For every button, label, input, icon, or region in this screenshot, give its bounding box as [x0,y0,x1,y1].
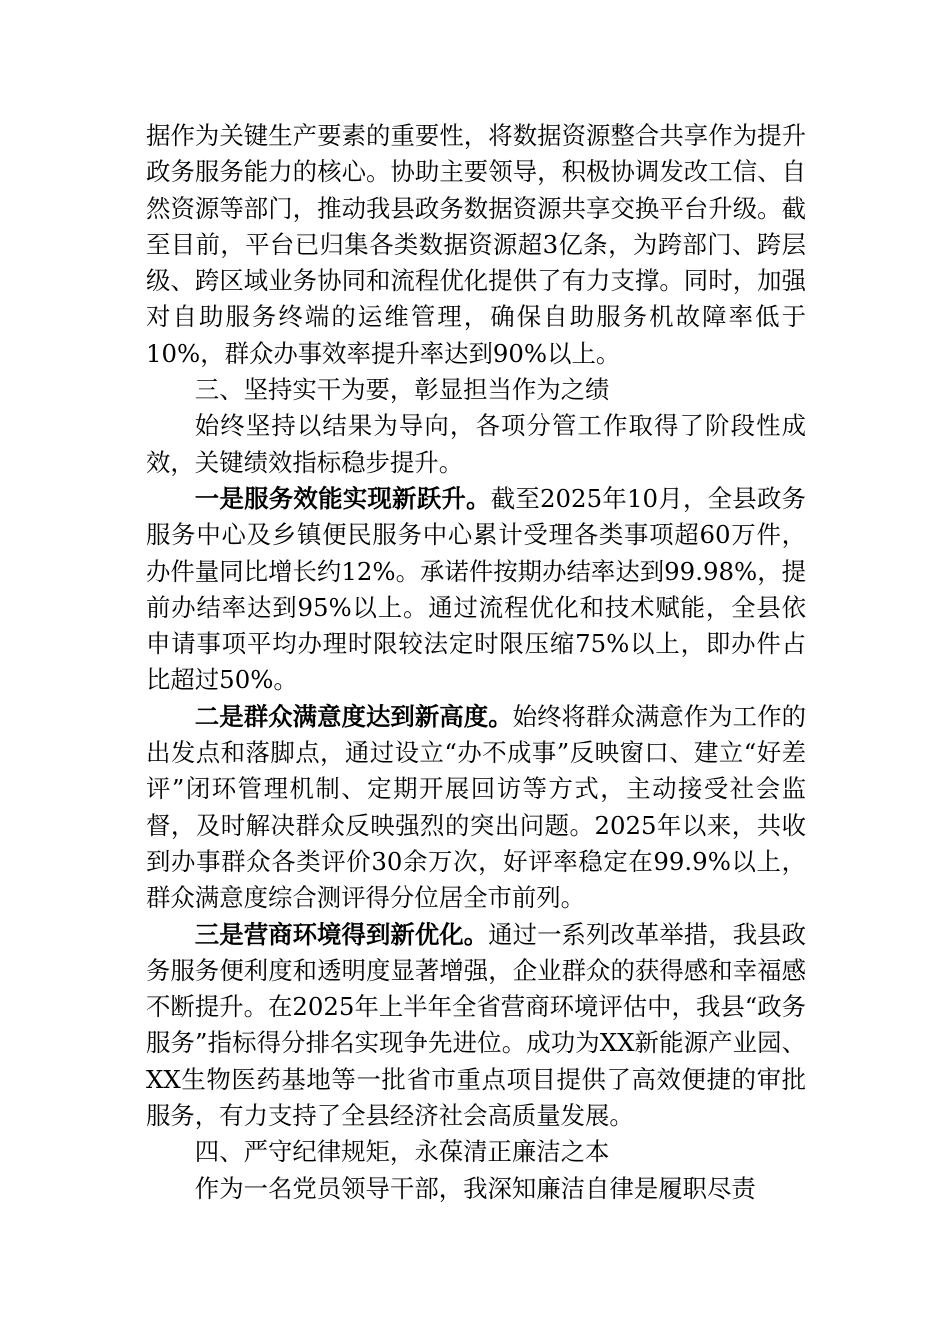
achievement-item-2 [146,699,806,917]
item-lead-3: 三是营商环境得到新优化。 [194,919,489,949]
achievement-item-3 [146,917,806,1135]
item-body-3: 通过一系列改革举措，我县政务服务便利度和透明度显著增强，企业群众的获得感和幸福感不断提升。在2025年上半年全省营商环境评估中，我县“政务服务”指标得分排名实现争先进位。成功为XX新能源产业园、XX生物医药基地等一批省市重点项目提供了高效便捷的审批服务，有力支持了全县经济社会高质量发展。 [146,919,806,1131]
item-body-2: 始终将群众满意作为工作的出发点和落脚点，通过设立“办不成事”反映窗口、建立“好差评”闭环管理机制、定期开展回访等方式，主动接受社会监督，及时解决群众反映强烈的突出问题。2025年以来，共收到办事群众各类评价30余万次，好评率稳定在99.9%以上，群众满意度综合测评得分位居全市前列。 [146,701,806,913]
achievement-item-1 [146,481,806,699]
section-intro-3: 始终坚持以结果为导向，各项分管工作取得了阶段性成效，关键绩效指标稳步提升。 [146,411,806,477]
paragraph-continued: 据作为关键生产要素的重要性，将数据资源整合共享作为提升政务服务能力的核心。协助主要领导，积极协调发改工信、自然资源等部门，推动我县政务数据资源共享交换平台升级。截至目前，平台已归集各类数据资源超3亿条，为跨部门、跨层级、跨区域业务协同和流程优化提供了有力支撑。同时，加强对自助服务终端的运维管理，确保自助服务机故障率低于10%，群众办事效率提升率达到90%以上。 [146,121,806,368]
section-intro-4: 作为一名党员领导干部，我深知廉洁自律是履职尽责 [194,1173,756,1203]
item-body-1: 截至2025年10月，全县政务服务中心及乡镇便民服务中心累计受理各类事项超60万件，办件量同比增长约12%。承诺件按期办结率达到99.98%，提前办结率达到95%以上。通过流程优化和技术赋能，全县依申请事项平均办理时限较法定时限压缩75%以上，即办件占比超过50%。 [146,483,806,695]
item-lead-2: 二是群众满意度达到新高度。 [194,701,513,731]
item-lead-1: 一是服务效能实现新跃升。 [194,483,491,513]
section-heading-3: 三、坚持实干为要，彰显担当作为之绩 [194,375,610,405]
document-body [146,118,806,1207]
section-heading-4: 四、严守纪律规矩，永葆清正廉洁之本 [194,1137,610,1167]
